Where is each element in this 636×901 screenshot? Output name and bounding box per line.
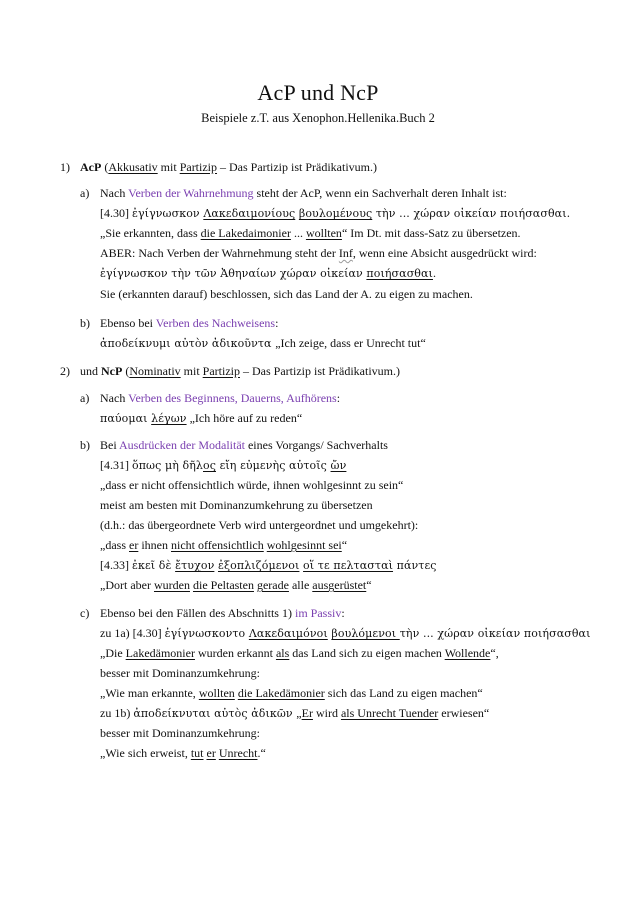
reference: [4.30]: [100, 206, 132, 220]
greek-underlined: Λακεδαιμόνοι: [248, 627, 328, 640]
reference: [4.33]: [100, 558, 132, 572]
underlined: gerade: [256, 578, 289, 592]
partizip-term: Partizip: [179, 160, 218, 174]
text: Ebenso bei: [100, 316, 156, 330]
text: alle: [288, 578, 313, 592]
greek-text: ὅπως μὴ δῆλ: [132, 459, 203, 472]
underlined: nicht offensichtlich: [171, 538, 264, 552]
item-1a-line-2: [100, 206, 570, 221]
text: , wenn eine Absicht ausgedrückt wird:: [352, 246, 537, 260]
text: sich das Land zu eigen machen“: [324, 686, 483, 700]
text: – Das Partizip ist Prädikativum.): [240, 364, 400, 378]
greek-text: ἀποδείκνυμι αὐτὸν ἀδικοῦντα: [100, 337, 276, 350]
item-2b-line-1: [100, 438, 388, 452]
text: „: [296, 706, 302, 720]
highlight-term: Verben des Beginnens, Dauerns, Aufhörens: [128, 391, 337, 405]
underlined: ausgerüstet: [312, 578, 367, 592]
reference: [4.31]: [100, 458, 132, 472]
underlined: er: [206, 746, 216, 760]
item-1b-line-1: [100, 316, 278, 330]
reference: zu 1a) [4.30]: [100, 626, 165, 640]
text: „dass: [100, 538, 129, 552]
underlined: die Lakedämonier: [237, 686, 325, 700]
item-2b-label: b): [80, 438, 90, 452]
underlined: Er: [301, 706, 313, 720]
item-1b-line-2: [100, 336, 426, 351]
greek-underlined: βουλομένους: [298, 207, 373, 220]
partizip-term: Partizip: [202, 364, 240, 378]
text: ihnen: [138, 538, 171, 552]
greek-text: παύομαι: [100, 412, 152, 425]
greek-underlined: λέγων: [151, 412, 187, 425]
greek-underlined: ὤν: [330, 459, 347, 472]
text: “: [341, 538, 348, 552]
item-2c-line-7: besser mit Dominanzumkehrung:: [100, 726, 260, 740]
greek-text: τὴν ... χώραν οἰκείαν ποιήσασθαι.: [372, 207, 571, 220]
greek-text: ἐγίγνωσκον: [132, 207, 204, 220]
acp-label: AcP: [80, 160, 102, 174]
item-2b-line-3: „dass er nicht offensichtlich würde, ihnen wohlgesinnt zu sein“: [100, 478, 404, 492]
section-2-number: 2): [60, 364, 70, 378]
item-2c-line-3: [100, 646, 499, 660]
item-2a-line-1: [100, 391, 340, 405]
item-2b-line-7: [100, 558, 437, 573]
greek-text: ἀποδείκνυται αὐτὸς ἀδικῶν: [133, 707, 297, 720]
item-2b-line-2: [100, 458, 346, 473]
text: und: [80, 364, 101, 378]
underlined: wurden: [153, 578, 190, 592]
greek-text: ἐκεῖ δὲ: [132, 559, 176, 572]
item-2c-line-4: besser mit Dominanzumkehrung:: [100, 666, 260, 680]
text: Ebenso bei den Fällen des Abschnitts 1): [100, 606, 295, 620]
text: „Die: [100, 646, 126, 660]
text: Nach: [100, 186, 129, 200]
underlined: Unrecht: [218, 746, 258, 760]
text: .“: [257, 746, 266, 760]
text: :: [336, 391, 341, 405]
translation: „Ich höre auf zu reden“: [186, 411, 303, 425]
text: eines Vorgangs/ Sachverhalts: [244, 438, 388, 452]
item-2b-line-6: [100, 538, 347, 552]
underlined: Lakedämonier: [125, 646, 195, 660]
greek-underlined: ος: [203, 459, 216, 472]
item-2a-label: a): [80, 391, 90, 405]
item-2c-label: c): [80, 606, 90, 620]
translation: „Ich zeige, dass er Unrecht tut“: [275, 336, 426, 350]
page-subtitle: Beispiele z.T. aus Xenophon.Hellenika.Buch 2: [201, 111, 435, 125]
highlight-term: im Passiv: [294, 606, 342, 620]
greek-underlined: ἔτυχον: [175, 559, 215, 572]
highlight-term: Verben der Wahrnehmung: [128, 186, 254, 200]
highlight-term: Verben des Nachweisens: [155, 316, 276, 330]
underlined: als Unrecht Tuender: [340, 706, 439, 720]
text: steht der AcP, wenn ein Sachverhalt deren Inhalt ist:: [253, 186, 507, 200]
item-2b-line-4: meist am besten mit Dominanzumkehrung zu übersetzen: [100, 498, 373, 512]
text: erwiesen“: [438, 706, 490, 720]
text: .: [432, 266, 436, 280]
greek-text: ἐγίγνωσκον τὴν τῶν Ἀθηναίων χώραν οἰκείαν: [100, 267, 367, 280]
text: wurden erkannt: [194, 646, 276, 660]
greek-underlined: ποιήσασθαι: [366, 267, 433, 280]
highlight-term: Ausdrücken der Modalität: [119, 438, 245, 452]
text: „Dort aber: [100, 578, 154, 592]
section-2-heading: [80, 364, 400, 378]
underlined: die Peltasten: [192, 578, 254, 592]
text: “ Im Dt. mit dass-Satz zu übersetzen.: [341, 226, 521, 240]
item-1a-line-1: [100, 186, 507, 200]
text: wird: [312, 706, 341, 720]
item-2b-line-8: [100, 578, 372, 592]
text: das Land sich zu eigen machen: [289, 646, 445, 660]
underlined: die Lakedaimonier: [200, 226, 291, 240]
text: (: [122, 364, 130, 378]
section-1-number: 1): [60, 160, 70, 174]
underlined: wohlgesinnt sei: [266, 538, 342, 552]
section-1-heading: [80, 160, 377, 174]
item-1b-label: b): [80, 316, 90, 330]
item-1a-label: a): [80, 186, 90, 200]
text: ...: [290, 226, 306, 240]
text: “,: [490, 646, 499, 660]
underlined: Wollende: [444, 646, 491, 660]
item-1a-line-3: [100, 226, 521, 240]
text: „Sie erkannten, dass: [100, 226, 201, 240]
text: „Wie man erkannte,: [100, 686, 199, 700]
text: – Das Partizip ist Prädikativum.): [217, 160, 377, 174]
text: Nach: [100, 391, 129, 405]
nominativ-term: Nominativ: [129, 364, 181, 378]
greek-underlined: Λακεδαιμονίους: [203, 207, 296, 220]
reference: zu 1b): [100, 706, 134, 720]
underlined: er: [129, 538, 139, 552]
item-1a-line-6: Sie (erkannten darauf) beschlossen, sich das Land der A. zu eigen zu machen.: [100, 287, 473, 301]
greek-text: τὴν ... χώραν οἰκείαν ποιήσασθαι: [399, 627, 591, 640]
item-2c-line-5: [100, 686, 483, 700]
text: :: [275, 316, 279, 330]
text: mit: [157, 160, 180, 174]
underlined: Inf: [338, 246, 353, 260]
greek-text: ἐγίγνωσκοντο: [164, 627, 249, 640]
item-2c-line-8: [100, 746, 266, 760]
text: mit: [180, 364, 203, 378]
text: „Wie sich erweist,: [100, 746, 191, 760]
underlined: tut: [190, 746, 204, 760]
item-2a-line-2: [100, 411, 302, 426]
greek-text: εἴη εὐμενὴς αὐτοῖς: [215, 459, 331, 472]
ncp-label: NcP: [101, 364, 123, 378]
underlined: wollten: [305, 226, 342, 240]
item-1a-line-4: [100, 246, 537, 260]
greek-underlined: οἵ τε πελτασταὶ: [303, 559, 394, 572]
item-2c-line-6: [100, 706, 489, 721]
greek-underlined: ἐξοπλιζόμενοι: [217, 559, 300, 572]
underlined: als: [275, 646, 290, 660]
text: (: [101, 160, 109, 174]
greek-text: πάντες: [393, 559, 437, 572]
akkusativ-term: Akkusativ: [108, 160, 158, 174]
text: ABER: Nach Verben der Wahrnehmung steht der: [100, 246, 339, 260]
greek-underlined: βουλόμενοι: [331, 627, 400, 640]
page-title: AcP und NcP: [257, 80, 379, 105]
text: “: [366, 578, 372, 592]
text: Bei: [100, 438, 120, 452]
item-2b-line-5: (d.h.: das übergeordnete Verb wird untergeordnet und umgekehrt):: [100, 518, 419, 532]
item-1a-line-5: [100, 266, 436, 281]
item-2c-line-2: [100, 626, 591, 641]
item-2c-line-1: [100, 606, 345, 620]
underlined: wollten: [198, 686, 235, 700]
text: :: [341, 606, 345, 620]
